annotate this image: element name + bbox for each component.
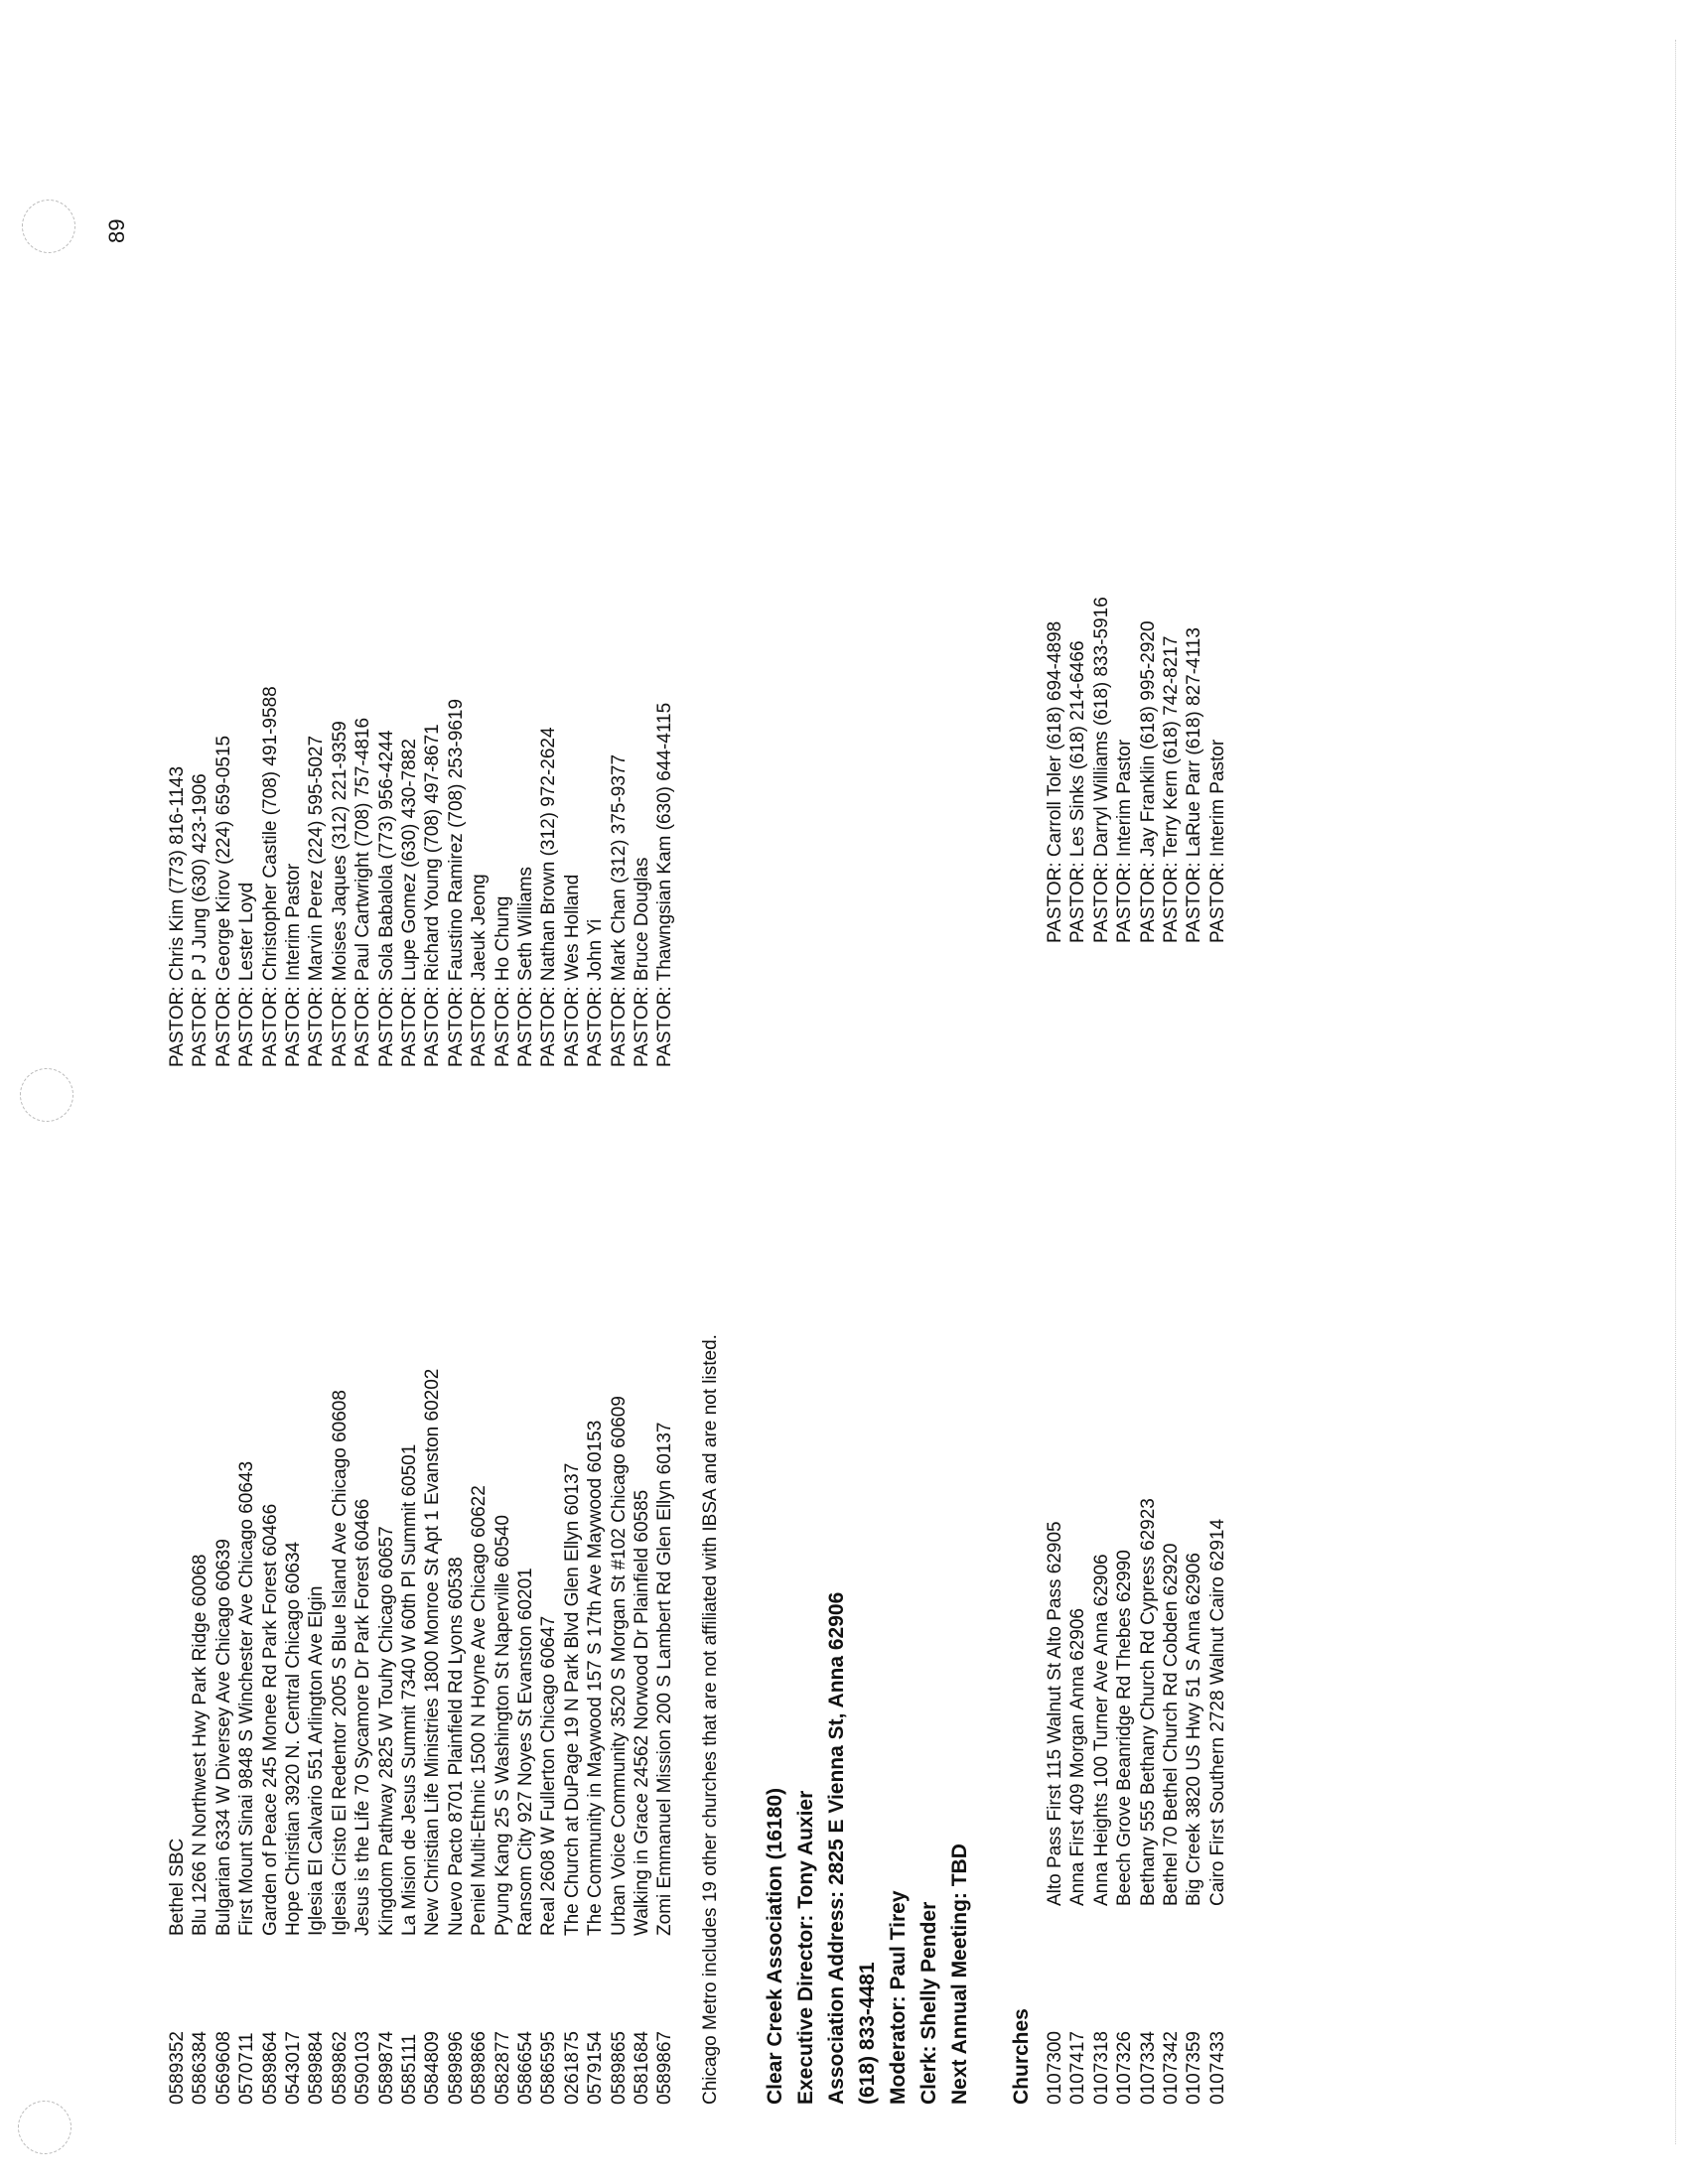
pastor-entry: PASTOR: Sola Babalola (773) 956-4244	[375, 730, 397, 1067]
church-entry: Cairo First Southern 2728 Walnut Cairo 62914	[1206, 1518, 1228, 1906]
church-entry: Garden of Peace 245 Monee Rd Park Forest 60466	[259, 1503, 281, 1936]
executive-director: Executive Director: Tony Auxier	[794, 1790, 817, 2105]
clerk: Clerk: Shelly Pender	[917, 1901, 940, 2105]
church-id: 0586595	[538, 2031, 560, 2105]
church-id: 0584809	[422, 2031, 444, 2105]
church-entry: Nuevo Pacto 8701 Plainfield Rd Lyons 60538	[445, 1557, 467, 1936]
pastor-entry: PASTOR: Chris Kim (773) 816-1143	[167, 765, 188, 1067]
church-id: 0107342	[1161, 2031, 1182, 2105]
church-entry: Peniel Multi-Ethnic 1500 N Hoyne Ave Chicago 60622	[469, 1485, 491, 1936]
church-id: 0570711	[236, 2032, 258, 2105]
church-id: 0589874	[375, 2031, 397, 2105]
pastor-entry: PASTOR: Faustino Ramirez (708) 253-9619	[445, 698, 467, 1067]
pastor-entry: PASTOR: Darryl Williams (618) 833-5916	[1090, 597, 1112, 943]
church-id: 0589867	[654, 2031, 676, 2105]
church-entry: Big Creek 3820 US Hwy 51 S Anna 62906	[1184, 1553, 1205, 1906]
pastor-entry: PASTOR: Christopher Castile (708) 491-9588	[259, 686, 281, 1067]
pastor-entry: PASTOR: Bruce Douglas	[632, 857, 652, 1067]
church-entry: Walking in Grace 24562 Norwood Dr Plainfield 60585	[632, 1489, 652, 1936]
church-entry: Bethel 70 Bethel Church Rd Cobden 62920	[1161, 1543, 1182, 1906]
church-entry: Blu 1266 N Northwest Hwy Park Ridge 60068	[190, 1554, 212, 1936]
church-entry: Real 2608 W Fullerton Chicago 60647	[538, 1615, 560, 1936]
pastor-entry: PASTOR: Ho Chung	[492, 895, 513, 1067]
church-entry: New Christian Life Ministries 1800 Monroe St Apt 1 Evanston 60202	[422, 1368, 444, 1936]
church-entry: Alto Pass First 115 Walnut St Alto Pass 62905	[1045, 1521, 1065, 1906]
church-id: 0589896	[445, 2031, 467, 2105]
church-id: 0107326	[1114, 2031, 1136, 2105]
punch-hole-mark	[22, 200, 75, 253]
church-entry: Anna Heights 100 Turner Ave Anna 62906	[1090, 1554, 1112, 1906]
church-entry: La Mision de Jesus Summit 7340 W 60th Pl Summit 60501	[399, 1443, 420, 1936]
page-number: 89	[104, 218, 129, 243]
church-id: 0107318	[1090, 2031, 1112, 2105]
pastor-entry: PASTOR: Lupe Gomez (630) 430-7882	[399, 739, 420, 1067]
church-id: 0107433	[1206, 2031, 1228, 2105]
chicago-note: Chicago Metro includes 19 other churches that are not affiliated with IBSA and are not listed.	[700, 1334, 721, 2105]
pastor-entry: PASTOR: Interim Pastor	[283, 863, 304, 1067]
church-entry: Beech Grove Beanridge Rd Thebes 62990	[1114, 1550, 1136, 1906]
church-id: 0107300	[1045, 2031, 1065, 2105]
pastor-entry: PASTOR: Thawngsian Kam (630) 644-4115	[654, 702, 676, 1067]
pastor-entry: PASTOR: LaRue Parr (618) 827-4113	[1184, 627, 1205, 943]
pastor-entry: PASTOR: Paul Cartwright (708) 757-4816	[352, 717, 374, 1067]
pastor-entry: PASTOR: Moises Jaques (312) 221-9359	[329, 721, 351, 1067]
pastor-entry: PASTOR: John Yi	[585, 918, 607, 1067]
church-entry: Iglesia Cristo El Redentor 2005 S Blue Island Ave Chicago 60608	[329, 1390, 351, 1936]
pastor-entry: PASTOR: Mark Chan (312) 375-9377	[608, 753, 630, 1067]
pastor-entry: PASTOR: P J Jung (630) 423-1906	[190, 773, 212, 1067]
pastor-entry: PASTOR: Richard Young (708) 497-8671	[422, 724, 444, 1067]
church-entry: Anna First 409 Morgan Anna 62906	[1067, 1608, 1089, 1906]
church-id: 0589865	[608, 2031, 630, 2105]
church-id: 0107417	[1067, 2031, 1089, 2105]
pastor-entry: PASTOR: Jaeuk Jeong	[469, 874, 491, 1067]
church-id: 0589866	[469, 2031, 491, 2105]
pastor-entry: PASTOR: Nathan Brown (312) 972-2624	[538, 727, 560, 1067]
churches-heading: Churches	[1010, 2008, 1033, 2105]
pastor-entry: PASTOR: George Kirov (224) 659-0515	[212, 735, 234, 1067]
church-entry: The Community in Maywood 157 S 17th Ave Maywood 60153	[585, 1420, 607, 1936]
pastor-entry: PASTOR: Interim Pastor	[1206, 739, 1228, 943]
church-entry: Pyung Kang 25 S Washington St Naperville 60540	[492, 1515, 513, 1936]
church-entry: Hope Christian 3920 N. Central Chicago 60634	[283, 1541, 304, 1936]
church-id: 0589862	[329, 2031, 351, 2105]
church-id: 0582877	[492, 2031, 513, 2105]
church-entry: Ransom City 927 Noyes St Evanston 60201	[515, 1568, 536, 1936]
next-annual-meeting: Next Annual Meeting: TBD	[948, 1843, 971, 2105]
pastor-entry: PASTOR: Les Sinks (618) 214-6466	[1067, 640, 1089, 943]
church-id: 0586384	[190, 2031, 212, 2105]
church-id: 0589864	[259, 2031, 281, 2105]
church-id: 0585111	[399, 2033, 420, 2105]
church-id: 0107334	[1137, 2031, 1159, 2105]
church-id: 0569608	[212, 2031, 234, 2105]
association-name: Clear Creek Association (16180)	[764, 1787, 786, 2105]
church-id: 0581684	[632, 2031, 652, 2105]
pastor-entry: PASTOR: Seth Williams	[515, 866, 536, 1067]
pastor-entry: PASTOR: Carroll Toler (618) 694-4898	[1045, 620, 1065, 943]
church-entry: The Church at DuPage 19 N Park Blvd Glen Ellyn 60137	[561, 1462, 583, 1936]
church-entry: Jesus is the Life 70 Sycamore Dr Park Forest 60466	[352, 1498, 374, 1936]
pastor-entry: PASTOR: Wes Holland	[561, 874, 583, 1067]
pastor-entry: PASTOR: Terry Kern (618) 742-8217	[1161, 635, 1182, 943]
church-entry: Bethel SBC	[167, 1838, 188, 1936]
punch-hole-mark	[18, 2101, 71, 2154]
church-id: 0261875	[561, 2031, 583, 2105]
church-entry: Bethany 555 Bethany Church Rd Cypress 62923	[1137, 1498, 1159, 1906]
church-entry: Urban Voice Community 3520 S Morgan St #102 Chicago 60609	[608, 1396, 630, 1936]
church-id: 0579154	[585, 2031, 607, 2105]
church-entry: Bulgarian 6334 W Diversey Ave Chicago 60639	[212, 1539, 234, 1936]
association-address: Association Address: 2825 E Vienna St, Anna 62906	[825, 1591, 848, 2105]
church-id: 0590103	[352, 2031, 374, 2105]
church-entry: Iglesia El Calvario 551 Arlington Ave Elgin	[306, 1585, 328, 1936]
punch-hole-mark	[20, 1068, 73, 1122]
scan-edge-line	[1675, 40, 1676, 2144]
pastor-entry: PASTOR: Marvin Perez (224) 595-5027	[306, 735, 328, 1067]
church-id: 0543017	[283, 2031, 304, 2105]
church-id: 0589352	[167, 2031, 188, 2105]
association-phone: (618) 833-4481	[856, 1962, 879, 2105]
church-id: 0586654	[515, 2031, 536, 2105]
pastor-entry: PASTOR: Lester Loyd	[236, 882, 258, 1067]
church-id: 0107359	[1184, 2031, 1205, 2105]
pastor-entry: PASTOR: Jay Franklin (618) 995-2920	[1137, 620, 1159, 943]
church-id: 0589884	[306, 2031, 328, 2105]
moderator: Moderator: Paul Tirey	[887, 1890, 910, 2105]
church-entry: Kingdom Pathway 2825 W Touhy Chicago 60657	[375, 1526, 397, 1936]
church-entry: First Mount Sinai 9848 S Winchester Ave Chicago 60643	[236, 1460, 258, 1936]
church-entry: Zomi Emmanuel Mission 200 S Lambert Rd Glen Ellyn 60137	[654, 1422, 676, 1936]
pastor-entry: PASTOR: Interim Pastor	[1114, 739, 1136, 943]
